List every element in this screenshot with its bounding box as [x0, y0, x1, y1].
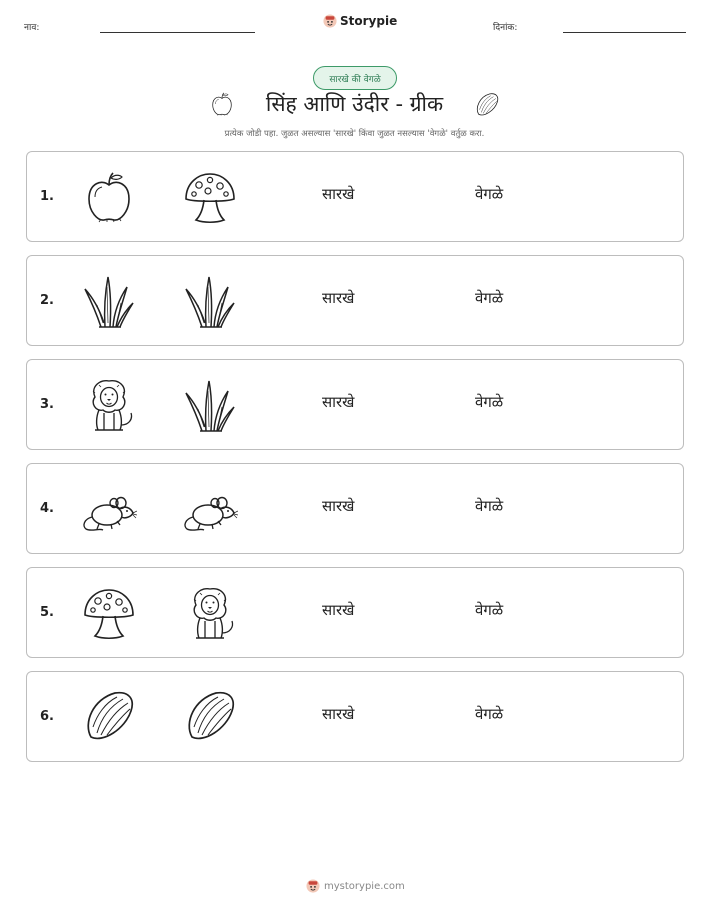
mushroom-icon: [182, 169, 238, 225]
row-number: 6.: [40, 709, 54, 724]
option-same[interactable]: सारखे: [322, 185, 355, 203]
mouse-icon: [81, 481, 137, 537]
name-label: नाव:: [24, 23, 40, 33]
row-number: 1.: [40, 189, 54, 204]
date-label: दिनांक:: [493, 23, 518, 33]
footer: [306, 879, 405, 893]
option-different[interactable]: वेगळे: [475, 497, 504, 515]
lion-icon: [182, 585, 238, 641]
grass-icon: [182, 377, 238, 433]
option-same[interactable]: सारखे: [322, 393, 355, 411]
instructions: प्रत्येक जोडी पहा. जुळत असल्यास 'सारखे' किंवा जुळत नसल्यास 'वेगळे' वर्तुळ करा.: [224, 129, 485, 139]
grass-icon: [81, 273, 137, 329]
name-line[interactable]: [100, 32, 255, 33]
storypie-logo-icon: [306, 879, 320, 893]
apple-icon: [81, 169, 137, 225]
almond-icon: [182, 689, 238, 745]
grass-icon: [182, 273, 238, 329]
row-number: 2.: [40, 293, 54, 308]
list-item: [26, 671, 684, 762]
option-same[interactable]: सारखे: [322, 289, 355, 307]
row-number: 4.: [40, 501, 54, 516]
date-line[interactable]: [563, 32, 686, 33]
almond-icon: [474, 92, 500, 118]
list-item: [26, 255, 684, 346]
mouse-icon: [182, 481, 238, 537]
row-number: 5.: [40, 605, 54, 620]
page-title: सिंह आणि उंदीर - ग्रीक: [265, 92, 444, 116]
storypie-logo-icon: [323, 14, 337, 28]
mushroom-icon: [81, 585, 137, 641]
option-different[interactable]: वेगळे: [475, 393, 504, 411]
option-different[interactable]: वेगळे: [475, 289, 504, 307]
option-different[interactable]: वेगळे: [475, 185, 504, 203]
storypie-brand: [323, 14, 397, 28]
list-item: [26, 359, 684, 450]
option-different[interactable]: वेगळे: [475, 705, 504, 723]
brand-text: Storypie: [340, 14, 398, 28]
row-number: 3.: [40, 397, 54, 412]
list-item: [26, 151, 684, 242]
option-same[interactable]: सारखे: [322, 705, 355, 723]
list-item: [26, 567, 684, 658]
activity-badge: सारखे की वेगळे: [313, 66, 397, 90]
almond-icon: [81, 689, 137, 745]
footer-url: mystorypie.com: [324, 880, 405, 892]
option-same[interactable]: सारखे: [322, 601, 355, 619]
option-different[interactable]: वेगळे: [475, 601, 504, 619]
lion-icon: [81, 377, 137, 433]
option-same[interactable]: सारखे: [322, 497, 355, 515]
list-item: [26, 463, 684, 554]
